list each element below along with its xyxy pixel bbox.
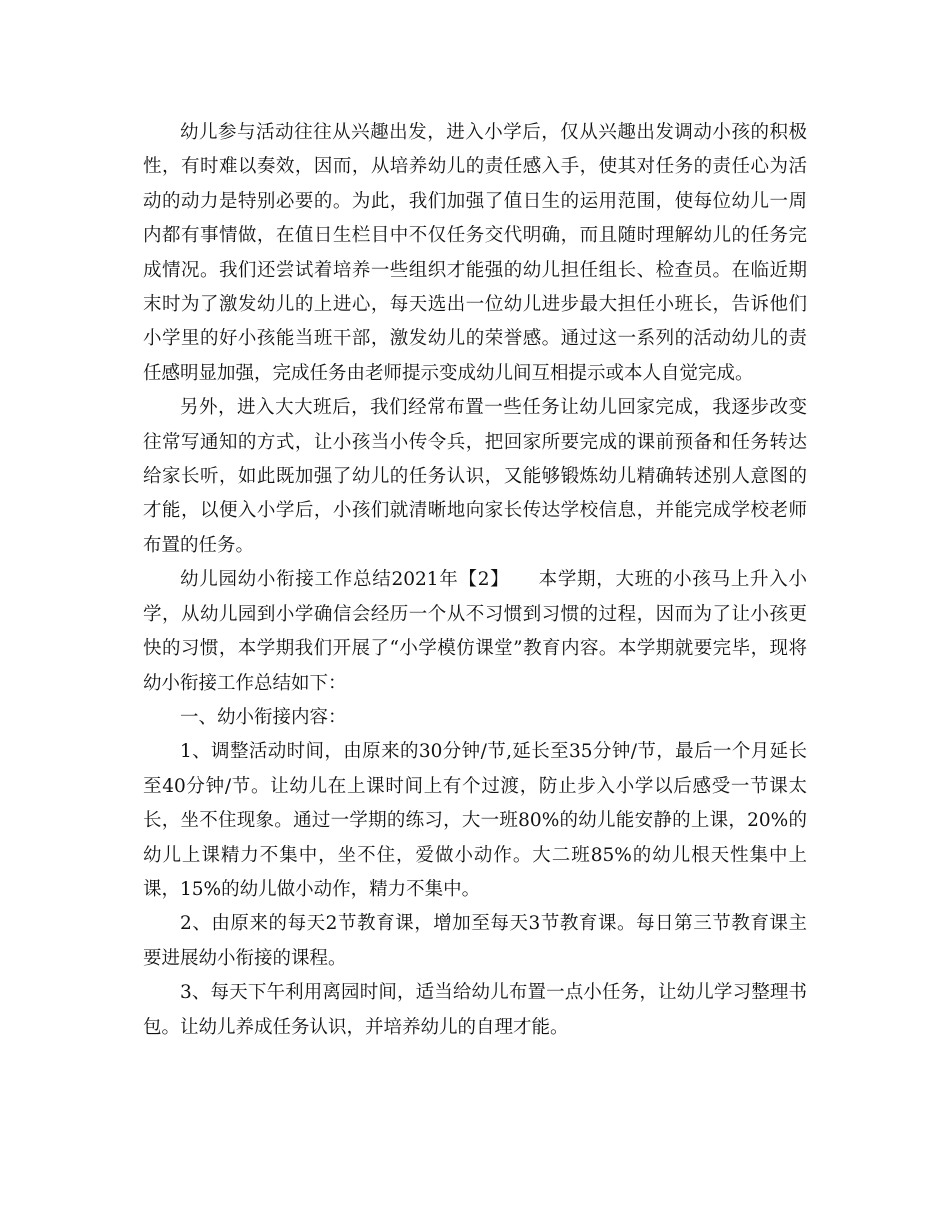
section-heading-content: 一、幼小衔接内容： — [180, 706, 347, 728]
paragraph-item-3: 3、每天下午利用离园时间，适当给幼儿布置一点小任务，让幼儿学习整理书包。让幼儿养成任务认识，并培养幼儿的自理才能。 — [143, 982, 807, 1038]
paragraph-item-1: 1、调整活动时间，由原来的30分钟/节,延长至35分钟/节，最后一个月延长至40分钟/节。让幼儿在上课时间上有个过渡，防止步入小学以后感受一节课太长，坐不住现象。通过一学期的练习，大一班80%的幼儿能安静的上课，20%的幼儿上课精力不集中，坐不住，爱做小动作。大二班85%的幼儿根天性集中上课，15%的幼儿做小动作，精力不集中。 — [143, 741, 807, 900]
document-body — [143, 116, 807, 1045]
paragraph-responsibility: 幼儿参与活动往往从兴趣出发，进入小学后，仅从兴趣出发调动小孩的积极性，有时难以奏效，因而，从培养幼儿的责任感入手，使其对任务的责任心为活动的动力是特别必要的。为此，我们加强了值日生的运用范围，使每位幼儿一周内都有事情做，在值日生栏目中不仅任务交代明确，而且随时理解幼儿的任务完成情况。我们还尝试着培养一些组织才能强的幼儿担任组长、检查员。在临近期末时为了激发幼儿的上进心，每天选出一位幼儿进步最大担任小班长，告诉他们小学里的好小孩能当班干部，激发幼儿的荣誉感。通过这一系列的活动幼儿的责任感明显加强，完成任务由老师提示变成幼儿间互相提示或本人自觉完成。 — [143, 122, 807, 384]
paragraph-item-2: 2、由原来的每天2节教育课，增加至每天3节教育课。每日第三节教育课主要进展幼小衔接的课程。 — [143, 913, 807, 969]
paragraph-summary-intro: 幼儿园幼小衔接工作总结2021年【2】 本学期，大班的小孩马上升入小学，从幼儿园到小学确信会经历一个从不习惯到习惯的过程，因而为了让小孩更快的习惯，本学期我们开展了“小学模仿课堂”教育内容。本学期就要完毕，现将幼小衔接工作总结如下： — [143, 569, 807, 694]
paragraph-messenger-tasks: 另外，进入大大班后，我们经常布置一些任务让幼儿回家完成，我逐步改变往常写通知的方式，让小孩当小传令兵，把回家所要完成的课前预备和任务转达给家长听，如此既加强了幼儿的任务认识，又能够锻炼幼儿精确转述别人意图的才能，以便入小学后，小孩们就清晰地向家长传达学校信息，并能完成学校老师布置的任务。 — [143, 397, 807, 556]
